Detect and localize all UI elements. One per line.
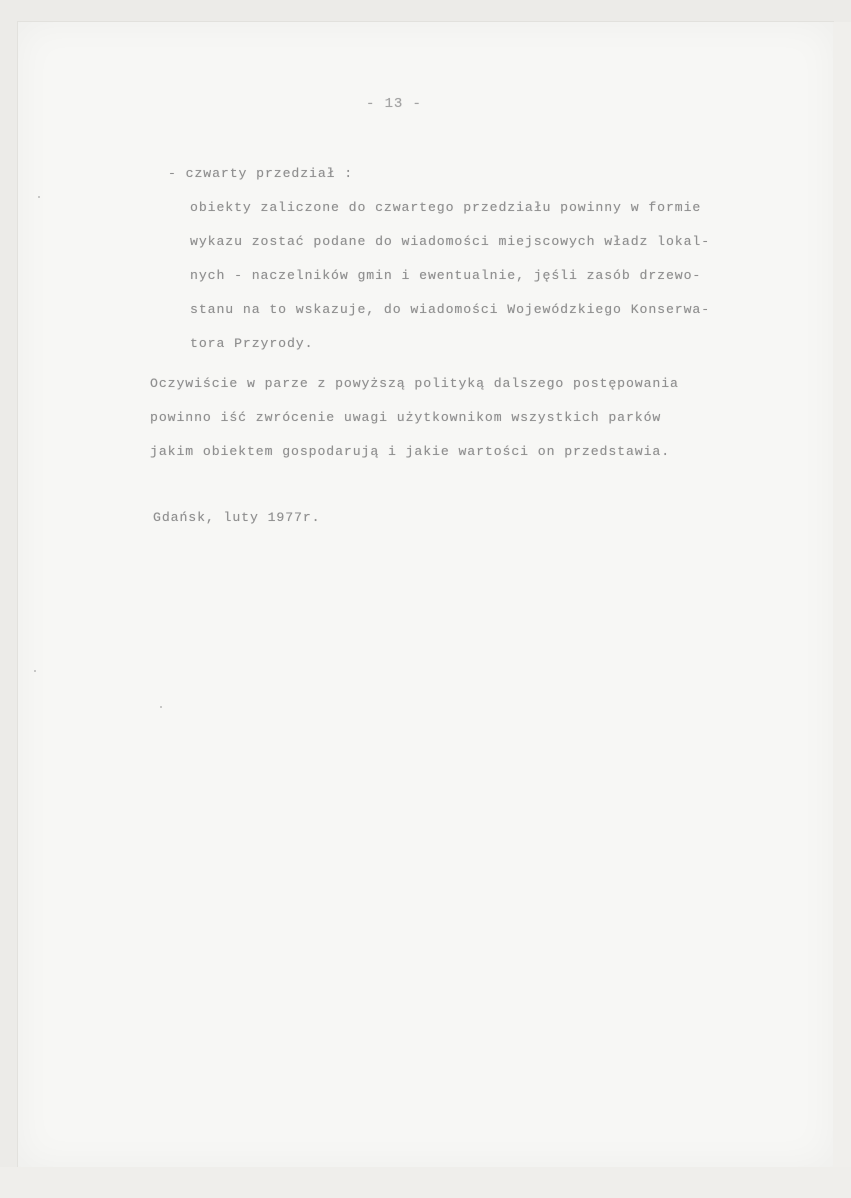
item-line: wykazu zostać podane do wiadomości miejscowych władz lokal- [190,234,711,249]
item-line: stanu na to wskazuje, do wiadomości Wojewódzkiego Konserwa- [190,302,711,317]
page-edge-right [833,22,851,1172]
page-number: - 13 - [366,96,422,112]
item-line: obiekty zaliczone do czwartego przedziału powinny w formie [190,200,702,215]
item-line: nych - naczelników gmin i ewentualnie, jęśli zasób drzewo- [190,268,702,283]
item-line: tora Przyrody. [190,336,314,351]
scan-speck [34,670,36,672]
document-page [18,22,833,1167]
scan-speck [38,196,40,198]
scan-speck [160,706,162,708]
paragraph-line: Oczywiście w parze z powyższą polityką dalszego postępowania [150,376,679,391]
paragraph-line: jakim obiektem gospodarują i jakie wartości on przedstawia. [150,444,671,459]
paragraph-line: powinno iść zwrócenie uwagi użytkownikom wszystkich parków [150,410,662,425]
page-edge-bottom [0,1167,851,1198]
item-heading: - czwarty przedział : [168,166,354,181]
place-and-date: Gdańsk, luty 1977r. [153,510,321,525]
